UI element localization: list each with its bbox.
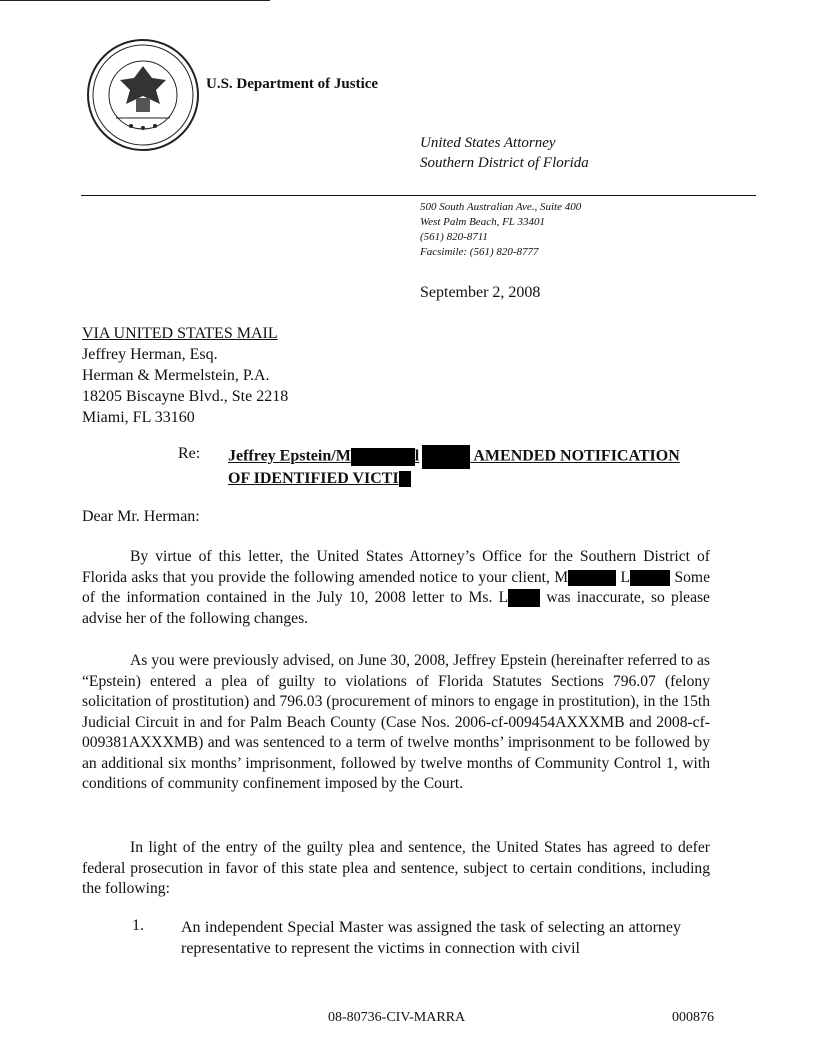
re-label: Re: [178, 445, 201, 462]
recipient-block [82, 323, 288, 428]
paragraph-3-text: In light of the entry of the guilty plea and sentence, the United States has agreed to defer federal prosecution in favor of this state plea and sentence, subject to certain conditions, including the following: [82, 839, 710, 897]
recipient-name: Jeffrey Herman, Esq. [82, 346, 218, 363]
office-block [420, 133, 589, 173]
re-subject [228, 445, 680, 489]
re-part2: l [414, 447, 420, 465]
redaction-box [568, 570, 616, 586]
re-part3: AMENDED NOTIFICATION [470, 447, 680, 465]
paragraph-1a: By virtue of this letter, the United States Attorney’s Office for the Southern District of Florida asks that you provide the following amended notice to your client, M [82, 548, 710, 586]
list-item-number: 1. [132, 917, 144, 934]
redaction-box [351, 448, 415, 466]
redaction-box [630, 570, 670, 586]
paragraph-1 [82, 547, 710, 629]
re-part1: Jeffrey Epstein/M [228, 447, 351, 465]
address-line2: West Palm Beach, FL 33401 [420, 216, 545, 228]
recipient-firm: Herman & Mermelstein, P.A. [82, 367, 270, 384]
office-line1: United States Attorney [420, 135, 556, 151]
list-item-text: An independent Special Master was assigned the task of selecting an attorney representative to represent the victims in connection with civil [181, 919, 681, 957]
header-rule [81, 195, 756, 196]
paragraph-1d: was inaccurate, so please advise her of the following changes. [82, 589, 710, 627]
salutation: Dear Mr. Herman: [82, 508, 200, 525]
agency-name: U.S. Department of Justice [206, 76, 379, 92]
paragraph-2 [82, 651, 710, 795]
doj-seal [86, 38, 200, 152]
redaction-box [399, 471, 411, 487]
paragraph-3 [82, 838, 710, 900]
paragraph-1b: L [616, 568, 631, 586]
recipient-street: 18205 Biscayne Blvd., Ste 2218 [82, 388, 289, 405]
fax: Facsimile: (561) 820-8777 [420, 246, 539, 258]
redaction-box [422, 445, 470, 469]
letter-date: September 2, 2008 [420, 284, 541, 301]
phone: (561) 820-8711 [420, 231, 488, 243]
address-block [420, 200, 581, 260]
office-line2: Southern District of Florida [420, 155, 589, 171]
top-rule [0, 0, 270, 1]
footer-case-number: 08-80736-CIV-MARRA [328, 1010, 466, 1025]
redaction-box [508, 589, 540, 607]
address-line1: 500 South Australian Ave., Suite 400 [420, 201, 582, 213]
delivery-method: VIA UNITED STATES MAIL [82, 325, 278, 342]
paragraph-1c: Some of the information contained in the July 10, 2008 letter to Ms. L [82, 568, 710, 606]
re-line2: OF IDENTIFIED VICTI [228, 470, 399, 487]
footer-bates-number: 000876 [672, 1010, 714, 1025]
paragraph-2-text: As you were previously advised, on June 30, 2008, Jeffrey Epstein (hereinafter referred to as “Epstein) entered a plea of guilty to violations of Florida Statutes Sections 796.07 (felony solicitation of prostitution) and 796.03 (procurement of minors to engage in prostitution), in the 15th Judicial Circuit in and for Palm Beach County (Case Nos. 2006-cf-009454AXXXMB and 2008-cf-009381AXXXMB) and was sentenced to a term of twelve months’ imprisonment to be followed by an additional six months’ imprisonment, followed by twelve months of Community Control 1, with conditions of community confinement imposed by the Court. [82, 652, 710, 792]
recipient-city: Miami, FL 33160 [82, 409, 195, 426]
